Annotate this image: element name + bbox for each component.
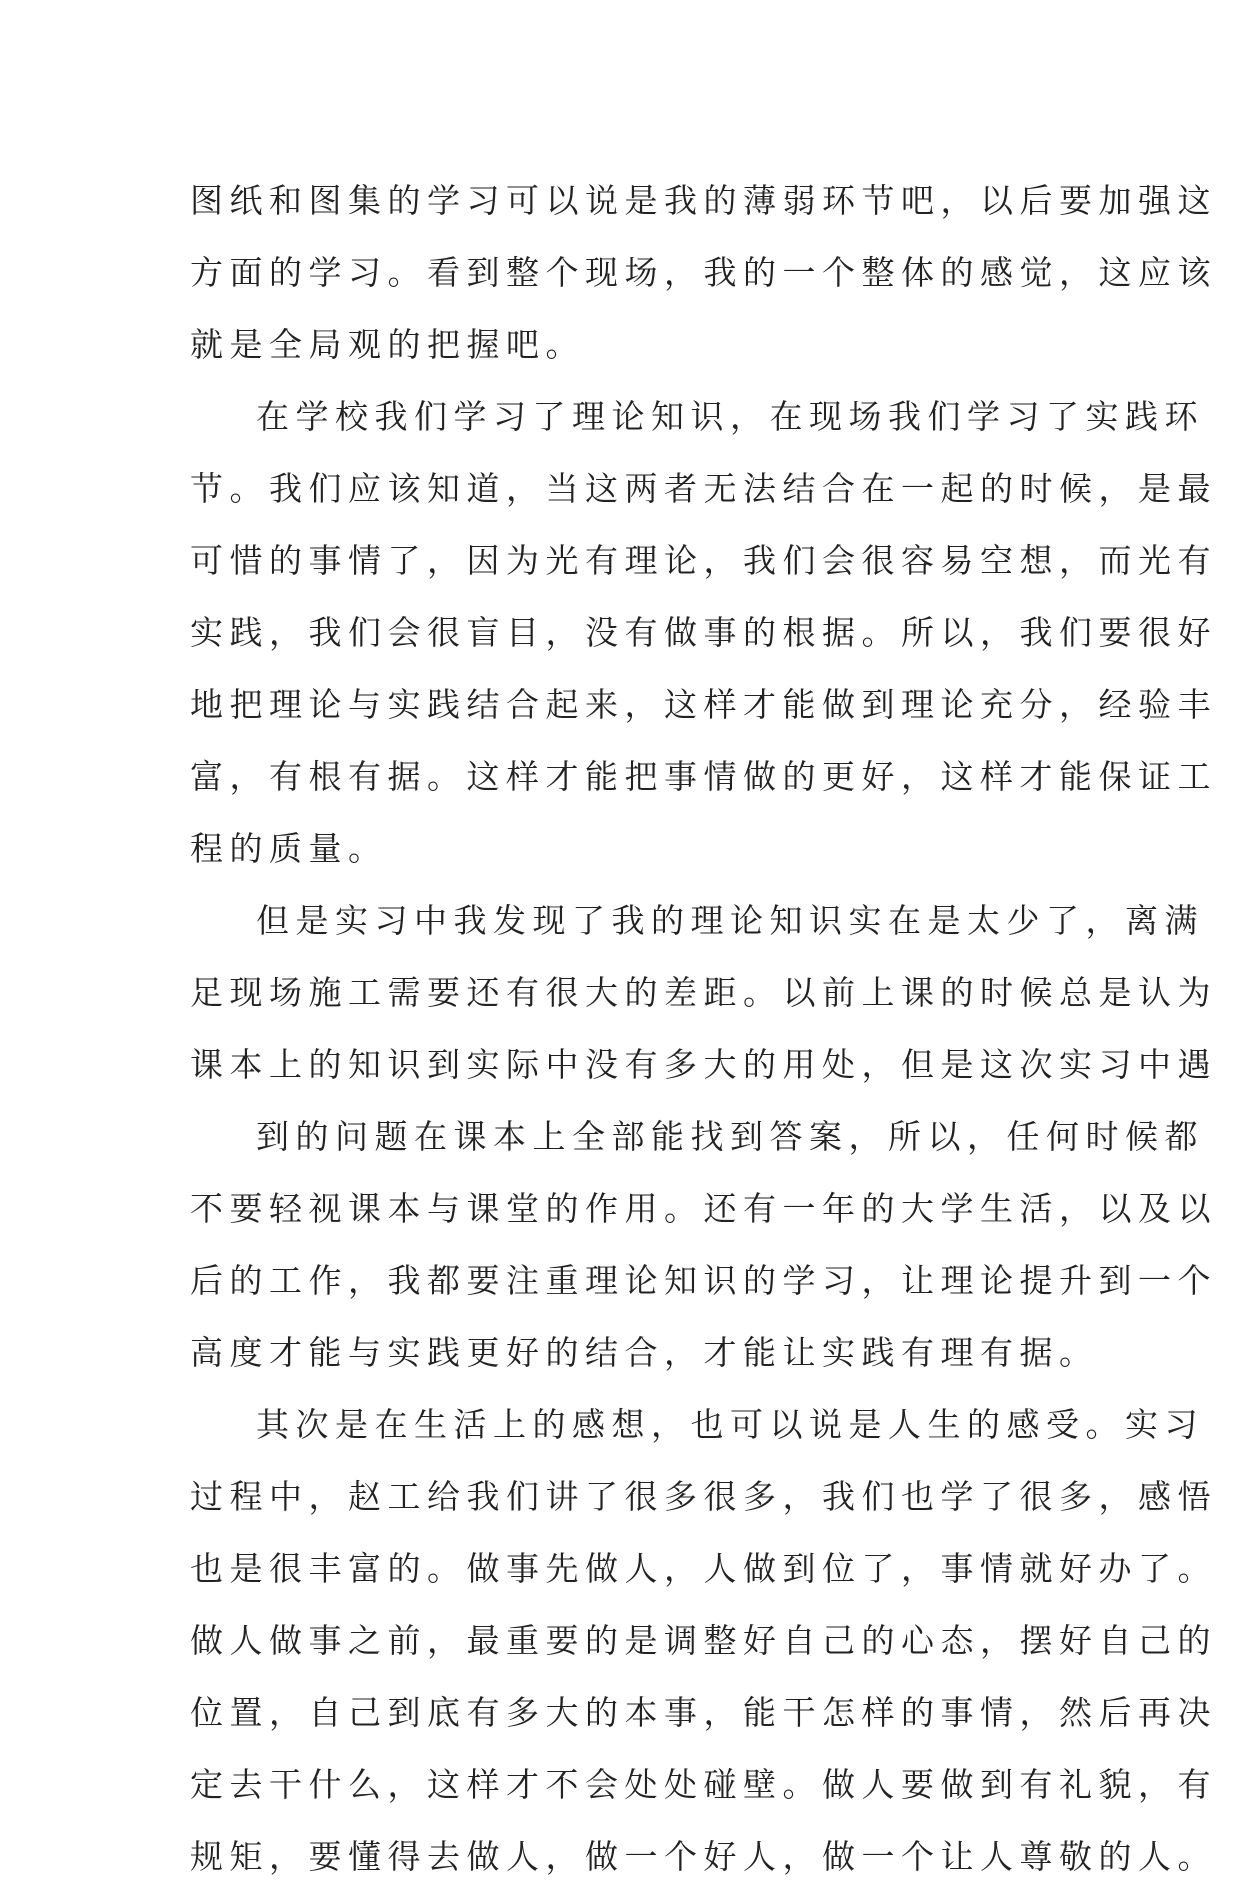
text-line: 节。我们应该知道，当这两者无法结合在一起的时候，是最 <box>190 469 1217 508</box>
text-line: 课本上的知识到实际中没有多大的用处，但是这次实习中遇 <box>190 1045 1217 1084</box>
text-line: 规矩，要懂得去做人，做一个好人，做一个让人尊敬的人。 <box>190 1837 1217 1876</box>
text-line: 足现场施工需要还有很大的差距。以前上课的时候总是认为 <box>190 973 1217 1012</box>
text-line: 就是全局观的把握吧。 <box>190 325 585 364</box>
text-line: 可惜的事情了，因为光有理论，我们会很容易空想，而光有 <box>190 541 1217 580</box>
text-line: 在学校我们学习了理论知识，在现场我们学习了实践环 <box>256 397 1204 436</box>
text-line: 不要轻视课本与课堂的作用。还有一年的大学生活，以及以 <box>190 1189 1217 1228</box>
text-line: 富，有根有据。这样才能把事情做的更好，这样才能保证工 <box>190 757 1217 796</box>
text-line: 实践，我们会很盲目，没有做事的根据。所以，我们要很好 <box>190 613 1217 652</box>
text-line: 图纸和图集的学习可以说是我的薄弱环节吧，以后要加强这 <box>190 181 1217 220</box>
text-line: 程的质量。 <box>190 829 388 868</box>
text-line: 后的工作，我都要注重理论知识的学习，让理论提升到一个 <box>190 1261 1217 1300</box>
body-text <box>190 165 1217 1893</box>
text-line: 定去干什么，这样才不会处处碰壁。做人要做到有礼貌，有 <box>190 1765 1217 1804</box>
text-line: 做人做事之前，最重要的是调整好自己的心态，摆好自己的 <box>190 1621 1217 1660</box>
text-line: 其次是在生活上的感想，也可以说是人生的感受。实习 <box>256 1405 1204 1444</box>
text-line: 方面的学习。看到整个现场，我的一个整体的感觉，这应该 <box>190 253 1217 292</box>
text-line: 地把理论与实践结合起来，这样才能做到理论充分，经验丰 <box>190 685 1217 724</box>
text-line: 但是实习中我发现了我的理论知识实在是太少了，离满 <box>256 901 1204 940</box>
text-line: 到的问题在课本上全部能找到答案，所以，任何时候都 <box>256 1117 1204 1156</box>
text-line: 位置，自己到底有多大的本事，能干怎样的事情，然后再决 <box>190 1693 1217 1732</box>
text-line: 高度才能与实践更好的结合，才能让实践有理有据。 <box>190 1333 1099 1372</box>
text-line: 也是很丰富的。做事先做人，人做到位了，事情就好办了。 <box>190 1549 1217 1588</box>
text-line: 过程中，赵工给我们讲了很多很多，我们也学了很多，感悟 <box>190 1477 1217 1516</box>
